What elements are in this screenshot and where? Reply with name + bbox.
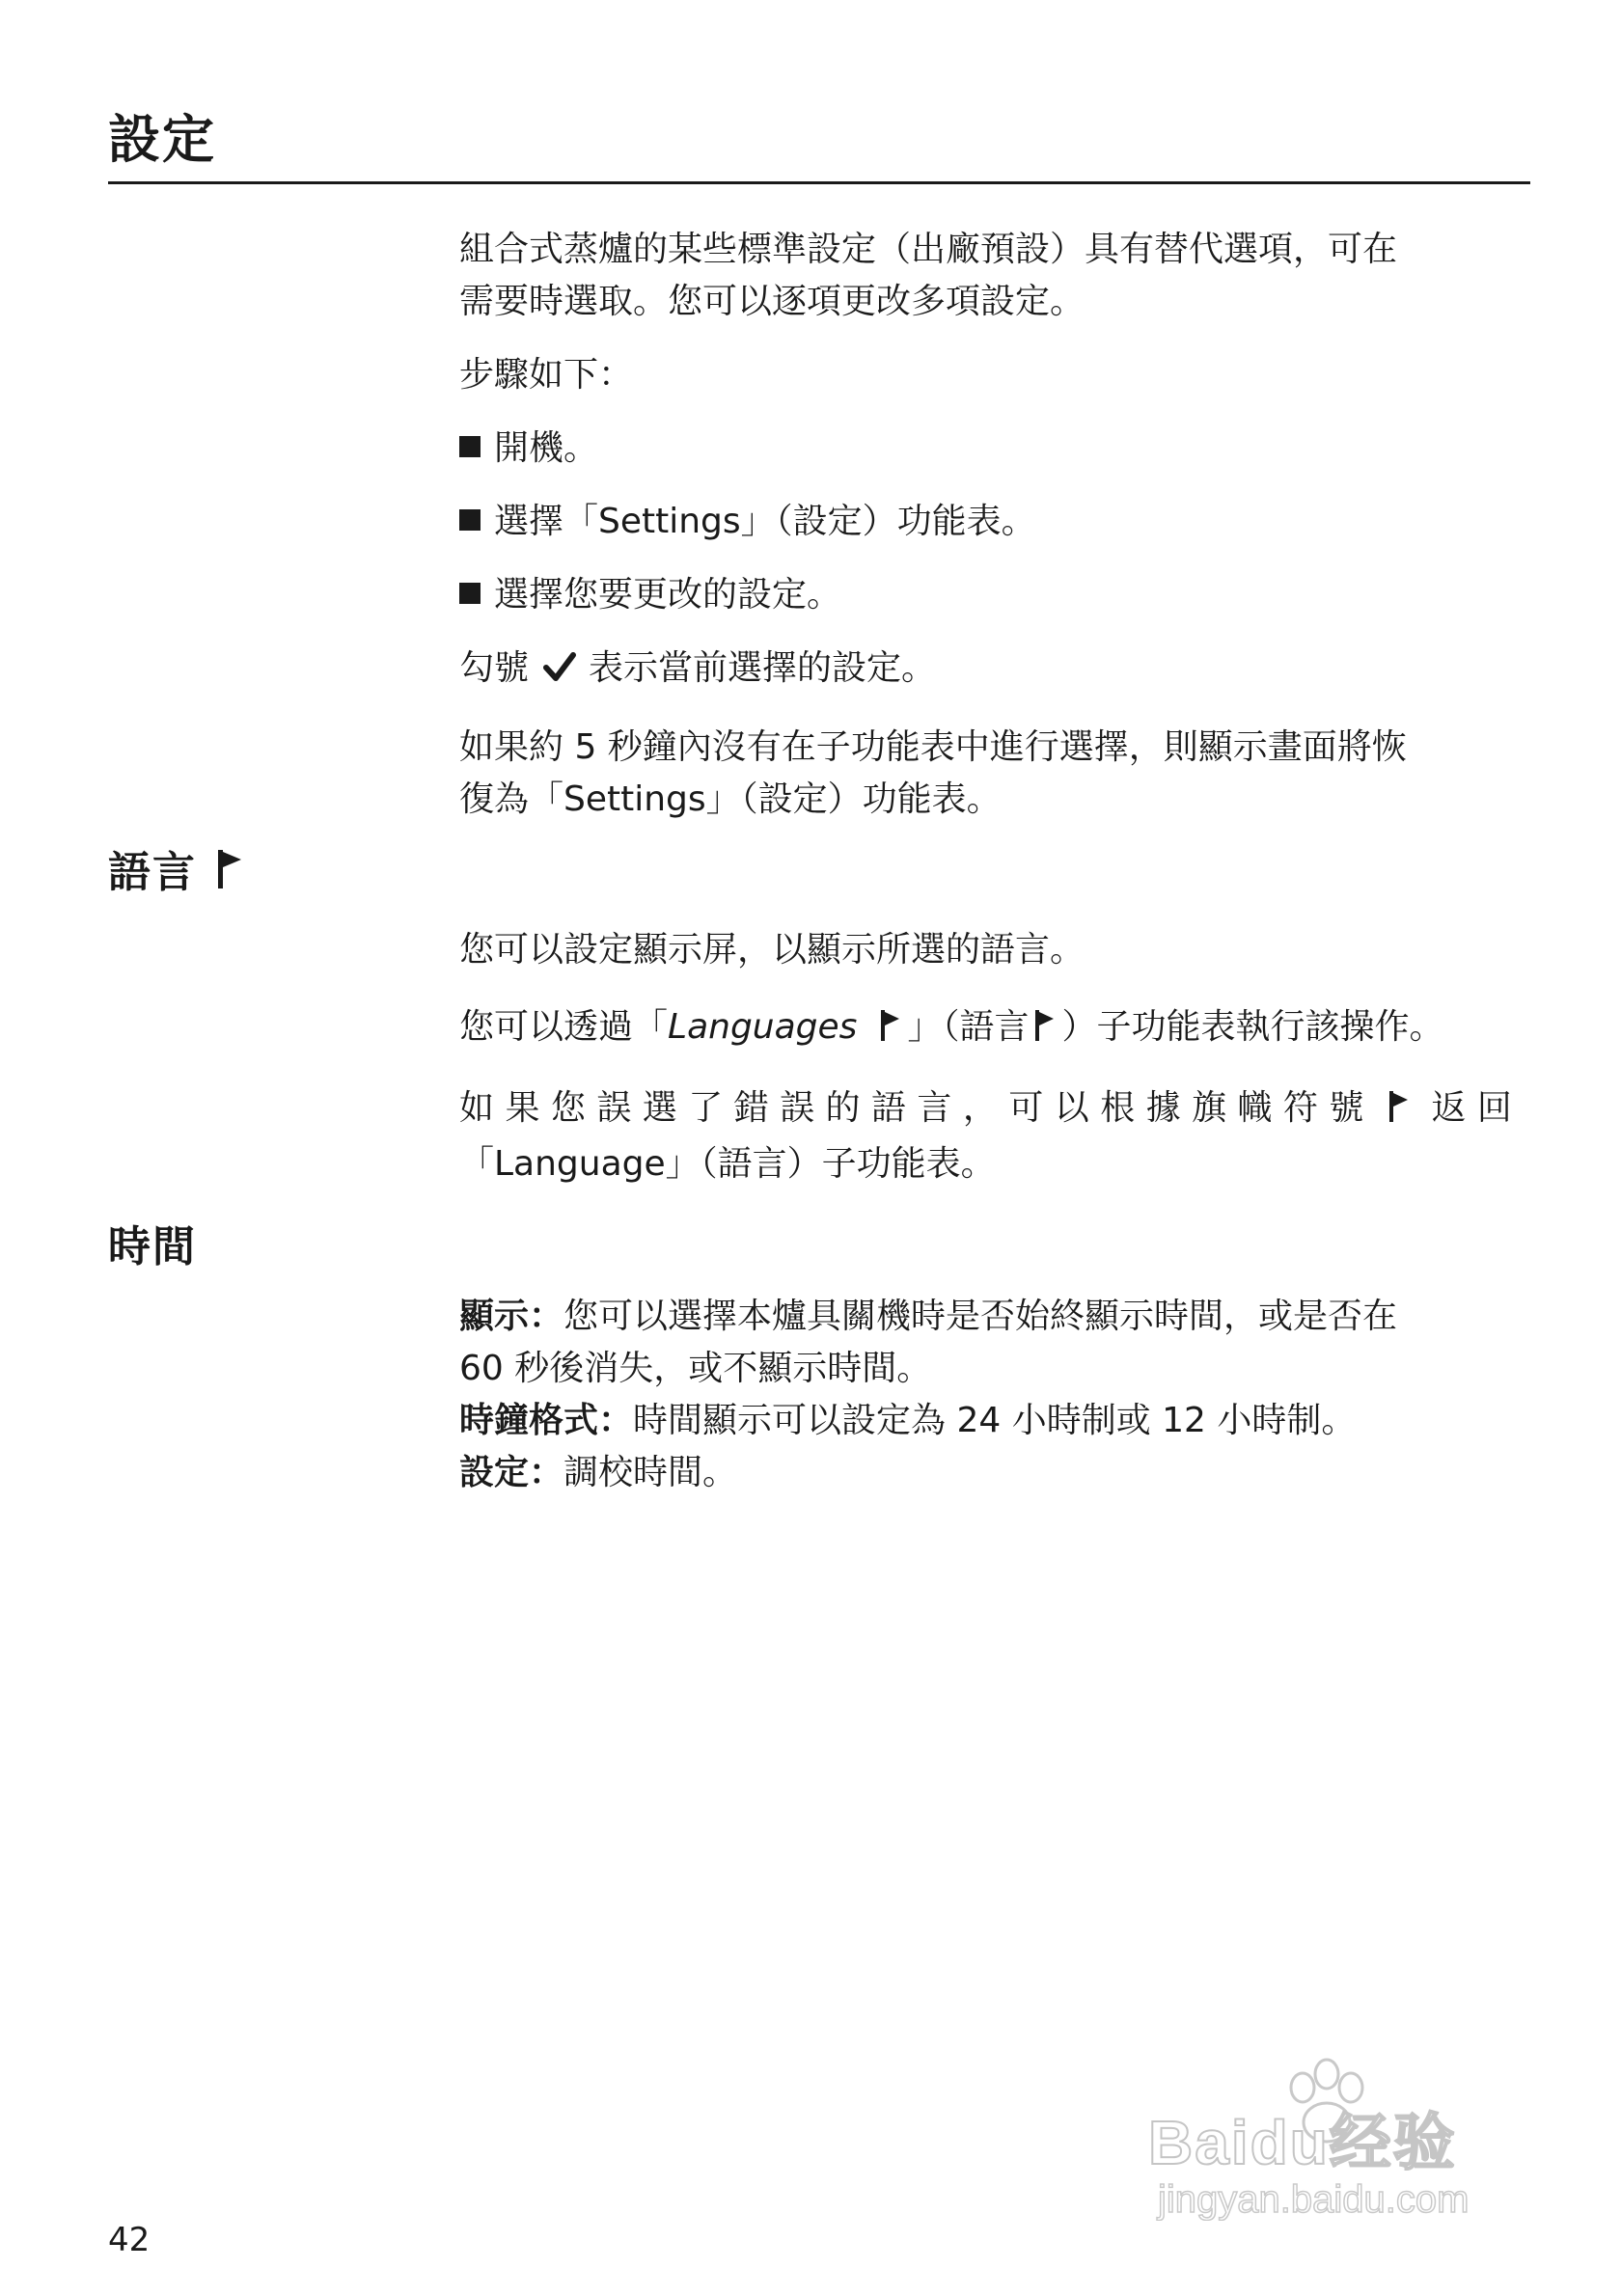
watermark-logo-text: Baidu经验 (1148, 2108, 1457, 2177)
display-line-2: 60 秒後消失，或不顯示時間。 (459, 1349, 932, 1388)
flag-icon (1388, 1086, 1410, 1138)
flag-icon (216, 848, 245, 901)
format-label: 時鐘格式： (459, 1401, 634, 1440)
baidu-watermark (1148, 2055, 1553, 2248)
intro-paragraph (459, 224, 1530, 328)
language-heading (108, 837, 251, 901)
bullet-square-icon (459, 436, 481, 457)
page-number: 42 (108, 2221, 151, 2259)
step-text: 選擇您要更改的設定。 (494, 575, 842, 615)
step-item (459, 496, 1530, 548)
intro-line-1: 組合式蒸爐的某些標準設定（出廠預設）具有替代選項，可在 (459, 230, 1398, 269)
time-set-option (459, 1447, 1530, 1499)
bullet-square-icon (459, 509, 481, 531)
language-paragraph-3 (459, 1082, 1530, 1190)
page-title: 設定 (108, 109, 216, 170)
intro-line-2: 需要時選取。您可以逐項更改多項設定。 (459, 282, 1085, 321)
language-p3-line1-end: 返 回 (1431, 1088, 1512, 1128)
format-text: 時間顯示可以設定為 24 小時制或 12 小時制。 (633, 1401, 1357, 1440)
bullet-square-icon (459, 583, 481, 604)
steps-label: 步驟如下： (459, 355, 634, 395)
display-label: 顯示： (459, 1297, 564, 1336)
check-note-suffix: 表示當前選擇的設定。 (589, 648, 937, 688)
language-paragraph-1: 您可以設定顯示屏，以顯示所選的語言。 (459, 930, 1085, 970)
language-heading-text: 語言 (108, 848, 197, 897)
check-icon (542, 648, 577, 700)
flag-icon (880, 1005, 901, 1057)
title-divider (108, 181, 1530, 184)
time-display-option (459, 1291, 1530, 1395)
time-format-option (459, 1395, 1530, 1447)
step-item (459, 569, 1530, 621)
language-p2-middle: 」（語言 (907, 1007, 1030, 1047)
language-section (459, 924, 1530, 1190)
display-line-1: 您可以選擇本爐具關機時是否始終顯示時間，或是否在 (563, 1297, 1398, 1336)
check-note-prefix: 勾號 (459, 648, 530, 688)
step-text: 開機。 (494, 428, 599, 468)
watermark-url: jingyan.baidu.com (1158, 2178, 1470, 2221)
timeout-line-1: 如果約 5 秒鐘內沒有在子功能表中進行選擇，則顯示畫面將恢 (459, 727, 1407, 767)
set-text: 調校時間。 (563, 1453, 738, 1492)
timeout-paragraph (459, 722, 1530, 826)
time-heading: 時間 (108, 1222, 197, 1271)
flag-icon (1034, 1005, 1056, 1057)
step-item (459, 423, 1530, 475)
timeout-line-2: 復為「Settings」（設定）功能表。 (459, 779, 1002, 819)
language-p2-suffix: ）子功能表執行該操作。 (1061, 1007, 1444, 1047)
checkmark-note (459, 642, 1530, 700)
language-p2-prefix: 您可以透過「 (459, 1007, 669, 1047)
step-text: 選擇「Settings」（設定）功能表。 (494, 502, 1036, 541)
language-p3-line2: 「Language」（語言）子功能表。 (459, 1144, 996, 1184)
language-paragraph-2 (459, 1001, 1530, 1057)
set-label: 設定： (459, 1453, 564, 1492)
languages-menu-name: Languages (668, 1007, 858, 1047)
time-section (459, 1291, 1530, 1499)
intro-section (459, 224, 1530, 826)
language-p3-line1: 如 果 您 誤 選 了 錯 誤 的 語 言 ， 可 以 根 據 旗 幟 符 號 (459, 1088, 1364, 1128)
